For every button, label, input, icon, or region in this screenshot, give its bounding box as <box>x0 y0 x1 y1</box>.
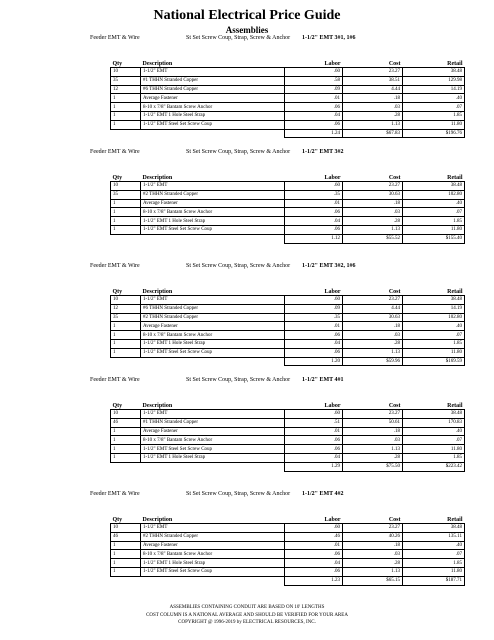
cell-labor: .04 <box>285 339 343 348</box>
cell-description: #2 THHN Stranded Copper <box>141 532 285 541</box>
cell-labor: .46 <box>285 532 343 541</box>
cell-cost: 1.13 <box>343 348 403 357</box>
cell-description: 1-1/2" EMT <box>141 182 285 191</box>
cell-qty: 1 <box>111 559 141 568</box>
table-row <box>111 550 465 559</box>
total-spacer <box>141 129 285 138</box>
assembly-code: 1-1/2" EMT 3#2 <box>302 149 344 155</box>
cell-description: 1-1/2" EMT 1 Hole Steel Strap <box>141 559 285 568</box>
cell-qty: 10 <box>111 68 141 77</box>
table-row <box>111 427 465 436</box>
cell-description: #6 THHN Stranded Copper <box>141 85 285 94</box>
cell-qty: 10 <box>111 296 141 305</box>
col-header-labor: Labor <box>324 403 341 409</box>
total-row <box>111 357 465 366</box>
cell-labor: .04 <box>285 559 343 568</box>
cell-description: 1-1/2" EMT Steel Set Screw Coup <box>141 120 285 129</box>
cell-retail: .40 <box>403 541 465 550</box>
cell-cost: .28 <box>343 559 403 568</box>
table-row <box>111 103 465 112</box>
assembly-header <box>90 34 494 58</box>
assembly-table <box>110 286 465 366</box>
cell-labor: .58 <box>285 76 343 85</box>
table-row <box>111 453 465 462</box>
table-row <box>111 532 465 541</box>
assembly-header <box>90 376 494 400</box>
total-spacer <box>111 462 141 471</box>
cell-labor: .06 <box>285 445 343 454</box>
total-spacer <box>111 234 141 243</box>
col-header-cost: Cost <box>388 289 401 295</box>
cell-retail: 1.85 <box>403 453 465 462</box>
table-row <box>111 331 465 340</box>
assembly-category: Feeder EMT & Wire <box>90 35 140 41</box>
cell-description: 8-10 x 7/8" Bantam Screw Anchor <box>141 436 285 445</box>
cell-labor: .06 <box>285 208 343 217</box>
cell-cost: 4.44 <box>343 304 403 313</box>
total-cost: $59.96 <box>343 357 403 366</box>
cell-description: 1-1/2" EMT <box>141 68 285 77</box>
cell-labor: .60 <box>285 524 343 533</box>
assembly-table <box>110 172 465 244</box>
table-row <box>111 68 465 77</box>
assembly-section <box>90 490 494 586</box>
cell-retail: 1.85 <box>403 559 465 568</box>
cell-cost: .28 <box>343 111 403 120</box>
table-row <box>111 208 465 217</box>
table-row <box>111 190 465 199</box>
cell-retail: 38.48 <box>403 296 465 305</box>
cell-retail: 1.85 <box>403 111 465 120</box>
cell-labor: .06 <box>285 103 343 112</box>
cell-retail: 38.48 <box>403 410 465 419</box>
table-row <box>111 85 465 94</box>
cell-description: 8-10 x 7/8" Bantam Screw Anchor <box>141 208 285 217</box>
table-row <box>111 410 465 419</box>
cell-cost: 50.61 <box>343 418 403 427</box>
table-row <box>111 217 465 226</box>
cell-retail: .40 <box>403 427 465 436</box>
total-spacer <box>141 234 285 243</box>
cell-cost: .18 <box>343 541 403 550</box>
cell-qty: 10 <box>111 410 141 419</box>
table-row <box>111 304 465 313</box>
col-header-retail: Retail <box>447 61 463 67</box>
cell-cost: .18 <box>343 427 403 436</box>
cell-retail: 11.80 <box>403 348 465 357</box>
total-spacer <box>141 576 285 585</box>
total-retail: $187.71 <box>403 576 465 585</box>
cell-qty: 1 <box>111 331 141 340</box>
total-retail: $223.42 <box>403 462 465 471</box>
cell-cost: 4.44 <box>343 85 403 94</box>
total-retail: $155.40 <box>403 234 465 243</box>
col-header-description: Description <box>142 517 173 523</box>
cell-labor: .06 <box>285 331 343 340</box>
cell-labor: .60 <box>285 68 343 77</box>
footer-line-cost: COST COLUMN IS A NATIONAL AVERAGE AND SHOULD BE VERIFIED FOR YOUR AREA <box>146 612 348 618</box>
cell-labor: .60 <box>285 182 343 191</box>
table-header-row <box>111 172 465 182</box>
assembly-category: Feeder EMT & Wire <box>90 377 140 383</box>
cell-retail: 38.48 <box>403 182 465 191</box>
cell-labor: .60 <box>285 296 343 305</box>
cell-qty: 1 <box>111 453 141 462</box>
cell-retail: .40 <box>403 322 465 331</box>
cell-cost: .28 <box>343 339 403 348</box>
table-row <box>111 322 465 331</box>
cell-retail: 170.83 <box>403 418 465 427</box>
table-row <box>111 559 465 568</box>
assembly-code: 1-1/2" EMT 3#1, 1#6 <box>302 35 356 41</box>
cell-cost: 40.26 <box>343 532 403 541</box>
cell-description: 1-1/2" EMT Steel Set Screw Coup <box>141 567 285 576</box>
col-header-description: Description <box>142 403 173 409</box>
col-header-description: Description <box>142 61 173 67</box>
cell-description: 1-1/2" EMT <box>141 524 285 533</box>
cell-qty: 1 <box>111 567 141 576</box>
cell-retail: .07 <box>403 436 465 445</box>
cell-cost: .28 <box>343 217 403 226</box>
cell-cost: .03 <box>343 550 403 559</box>
cell-qty: 1 <box>111 94 141 103</box>
cell-cost: .03 <box>343 103 403 112</box>
total-spacer <box>111 576 141 585</box>
total-spacer <box>141 357 285 366</box>
assembly-category: Feeder EMT & Wire <box>90 491 140 497</box>
table-row <box>111 348 465 357</box>
cell-description: 1-1/2" EMT 1 Hole Steel Strap <box>141 339 285 348</box>
total-labor: 1.20 <box>285 357 343 366</box>
table-row <box>111 524 465 533</box>
cell-labor: .06 <box>285 348 343 357</box>
cell-cost: 23.27 <box>343 68 403 77</box>
cell-labor: .01 <box>285 541 343 550</box>
cell-retail: .40 <box>403 199 465 208</box>
cell-description: 1-1/2" EMT Steel Set Screw Coup <box>141 225 285 234</box>
cell-description: Average Fastener <box>141 541 285 550</box>
table-row <box>111 199 465 208</box>
cell-qty: 1 <box>111 225 141 234</box>
table-row <box>111 225 465 234</box>
col-header-retail: Retail <box>447 175 463 181</box>
table-row <box>111 76 465 85</box>
assembly-description: St Set Screw Coup, Strap, Screw & Anchor <box>186 263 291 269</box>
table-row <box>111 339 465 348</box>
cell-retail: 14.19 <box>403 304 465 313</box>
cell-retail: .07 <box>403 208 465 217</box>
total-spacer <box>141 462 285 471</box>
cell-cost: 23.27 <box>343 410 403 419</box>
assembly-section <box>90 262 494 366</box>
cell-labor: .01 <box>285 94 343 103</box>
cell-labor: .09 <box>285 85 343 94</box>
cell-cost: 23.27 <box>343 182 403 191</box>
cell-retail: 11.80 <box>403 120 465 129</box>
total-row <box>111 234 465 243</box>
cell-qty: 10 <box>111 524 141 533</box>
cell-retail: 11.80 <box>403 567 465 576</box>
assembly-table <box>110 58 465 138</box>
cell-cost: .03 <box>343 208 403 217</box>
cell-qty: 46 <box>111 532 141 541</box>
col-header-cost: Cost <box>388 175 401 181</box>
assembly-code: 1-1/2" EMT 4#1 <box>302 377 344 383</box>
col-header-labor: Labor <box>324 517 341 523</box>
total-labor: 1.12 <box>285 234 343 243</box>
total-cost: $67.83 <box>343 129 403 138</box>
col-header-labor: Labor <box>324 61 341 67</box>
cell-cost: 1.13 <box>343 567 403 576</box>
cell-retail: 135.11 <box>403 532 465 541</box>
col-header-qty: Qty <box>112 403 123 409</box>
cell-description: 1-1/2" EMT 1 Hole Steel Strap <box>141 453 285 462</box>
cell-description: Average Fastener <box>141 322 285 331</box>
total-labor: 1.24 <box>285 129 343 138</box>
table-header-row <box>111 514 465 524</box>
cell-cost: 38.51 <box>343 76 403 85</box>
cell-cost: 1.13 <box>343 120 403 129</box>
table-row <box>111 182 465 191</box>
cell-qty: 1 <box>111 550 141 559</box>
cell-description: Average Fastener <box>141 427 285 436</box>
cell-description: 1-1/2" EMT 1 Hole Steel Strap <box>141 111 285 120</box>
cell-description: 1-1/2" EMT Steel Set Screw Coup <box>141 445 285 454</box>
cell-retail: 11.80 <box>403 445 465 454</box>
assembly-header <box>90 262 494 286</box>
assembly-section <box>90 34 494 138</box>
col-header-labor: Labor <box>324 289 341 295</box>
page-title: National Electrical Price Guide <box>153 8 341 23</box>
table-row <box>111 445 465 454</box>
total-labor: 1.29 <box>285 462 343 471</box>
cell-cost: .18 <box>343 322 403 331</box>
cell-retail: 38.48 <box>403 68 465 77</box>
assembly-code: 1-1/2" EMT 4#2 <box>302 491 344 497</box>
total-row <box>111 462 465 471</box>
cell-qty: 46 <box>111 418 141 427</box>
cell-retail: 1.85 <box>403 217 465 226</box>
total-cost: $75.50 <box>343 462 403 471</box>
cell-labor: .51 <box>285 418 343 427</box>
cell-labor: .06 <box>285 436 343 445</box>
cell-description: #1 THHN Stranded Copper <box>141 76 285 85</box>
cell-qty: 12 <box>111 304 141 313</box>
cell-cost: .18 <box>343 94 403 103</box>
footer-line-copyright: COPYRIGHT @ 1996-2019 by ELECTRICAL RESOURCES, INC. <box>178 620 316 625</box>
cell-cost: .18 <box>343 199 403 208</box>
assembly-code: 1-1/2" EMT 3#2, 1#6 <box>302 263 356 269</box>
cell-qty: 1 <box>111 445 141 454</box>
col-header-retail: Retail <box>447 289 463 295</box>
col-header-qty: Qty <box>112 61 123 67</box>
table-row <box>111 111 465 120</box>
cell-description: #2 THHN Stranded Copper <box>141 190 285 199</box>
total-retail: $169.59 <box>403 357 465 366</box>
cell-labor: .01 <box>285 322 343 331</box>
col-header-qty: Qty <box>112 517 123 523</box>
cell-retail: 102.80 <box>403 313 465 322</box>
cell-labor: .04 <box>285 217 343 226</box>
cell-labor: .06 <box>285 120 343 129</box>
total-spacer <box>111 357 141 366</box>
table-header-row <box>111 58 465 68</box>
cell-retail: 14.19 <box>403 85 465 94</box>
cell-labor: .06 <box>285 225 343 234</box>
cell-description: #2 THHN Stranded Copper <box>141 313 285 322</box>
assembly-table <box>110 400 465 472</box>
cell-qty: 1 <box>111 208 141 217</box>
cell-qty: 1 <box>111 339 141 348</box>
col-header-retail: Retail <box>447 517 463 523</box>
cell-qty: 12 <box>111 85 141 94</box>
total-retail: $196.76 <box>403 129 465 138</box>
cell-qty: 1 <box>111 199 141 208</box>
table-row <box>111 541 465 550</box>
total-cost: $65.15 <box>343 576 403 585</box>
col-header-description: Description <box>142 289 173 295</box>
cell-qty: 35 <box>111 190 141 199</box>
cell-qty: 1 <box>111 436 141 445</box>
total-row <box>111 129 465 138</box>
cell-qty: 1 <box>111 541 141 550</box>
cell-qty: 1 <box>111 427 141 436</box>
cell-qty: 1 <box>111 322 141 331</box>
table-row <box>111 296 465 305</box>
cell-cost: 30.63 <box>343 313 403 322</box>
cell-retail: 38.48 <box>403 524 465 533</box>
cell-labor: .60 <box>285 410 343 419</box>
col-header-cost: Cost <box>388 517 401 523</box>
col-header-description: Description <box>142 175 173 181</box>
cell-labor: .35 <box>285 190 343 199</box>
cell-cost: .28 <box>343 453 403 462</box>
cell-description: 1-1/2" EMT <box>141 410 285 419</box>
cell-description: Average Fastener <box>141 199 285 208</box>
total-cost: $55.52 <box>343 234 403 243</box>
cell-qty: 10 <box>111 182 141 191</box>
cell-qty: 35 <box>111 76 141 85</box>
assembly-description: St Set Screw Coup, Strap, Screw & Anchor <box>186 35 291 41</box>
table-row <box>111 94 465 103</box>
assembly-header <box>90 490 494 514</box>
cell-retail: .40 <box>403 94 465 103</box>
table-row <box>111 567 465 576</box>
table-row <box>111 120 465 129</box>
cell-labor: .06 <box>285 567 343 576</box>
cell-labor: .09 <box>285 304 343 313</box>
table-header-row <box>111 400 465 410</box>
cell-description: 1-1/2" EMT <box>141 296 285 305</box>
cell-retail: .07 <box>403 550 465 559</box>
cell-qty: 1 <box>111 120 141 129</box>
cell-retail: 11.80 <box>403 225 465 234</box>
cell-cost: .03 <box>343 331 403 340</box>
table-header-row <box>111 286 465 296</box>
cell-qty: 1 <box>111 103 141 112</box>
cell-description: #1 THHN Stranded Copper <box>141 418 285 427</box>
assembly-category: Feeder EMT & Wire <box>90 149 140 155</box>
cell-description: #6 THHN Stranded Copper <box>141 304 285 313</box>
col-header-cost: Cost <box>388 403 401 409</box>
cell-cost: 1.13 <box>343 225 403 234</box>
assembly-header <box>90 148 494 172</box>
cell-description: 1-1/2" EMT 1 Hole Steel Strap <box>141 217 285 226</box>
assembly-description: St Set Screw Coup, Strap, Screw & Anchor <box>186 149 291 155</box>
cell-description: 8-10 x 7/8" Bantam Screw Anchor <box>141 550 285 559</box>
cell-description: 1-1/2" EMT Steel Set Screw Coup <box>141 348 285 357</box>
cell-qty: 1 <box>111 111 141 120</box>
total-spacer <box>111 129 141 138</box>
cell-retail: .07 <box>403 331 465 340</box>
cell-cost: 30.63 <box>343 190 403 199</box>
col-header-qty: Qty <box>112 175 123 181</box>
assembly-section <box>90 148 494 244</box>
cell-description: 8-10 x 7/8" Bantam Screw Anchor <box>141 331 285 340</box>
assembly-description: St Set Screw Coup, Strap, Screw & Anchor <box>186 491 291 497</box>
table-row <box>111 436 465 445</box>
cell-retail: .07 <box>403 103 465 112</box>
cell-retail: 1.85 <box>403 339 465 348</box>
page-subtitle: Assemblies <box>225 25 269 35</box>
table-row <box>111 418 465 427</box>
cell-description: 8-10 x 7/8" Bantam Screw Anchor <box>141 103 285 112</box>
footer-line-conduit: ASSEMBLIES CONTAINING CONDUIT ARE BASED ON 10' LENGTHS <box>169 605 325 610</box>
total-row <box>111 576 465 585</box>
cell-labor: .35 <box>285 313 343 322</box>
cell-labor: .04 <box>285 453 343 462</box>
assembly-section <box>90 376 494 472</box>
cell-labor: .04 <box>285 111 343 120</box>
cell-labor: .06 <box>285 550 343 559</box>
col-header-labor: Labor <box>324 175 341 181</box>
cell-cost: 1.13 <box>343 445 403 454</box>
cell-retail: 129.98 <box>403 76 465 85</box>
assembly-description: St Set Screw Coup, Strap, Screw & Anchor <box>186 377 291 383</box>
cell-qty: 1 <box>111 217 141 226</box>
col-header-cost: Cost <box>388 61 401 67</box>
cell-qty: 1 <box>111 348 141 357</box>
cell-cost: 23.27 <box>343 524 403 533</box>
col-header-retail: Retail <box>447 403 463 409</box>
total-labor: 1.23 <box>285 576 343 585</box>
col-header-qty: Qty <box>112 289 123 295</box>
assembly-category: Feeder EMT & Wire <box>90 263 140 269</box>
assembly-table <box>110 514 465 586</box>
table-row <box>111 313 465 322</box>
footer <box>0 604 494 627</box>
cell-cost: .03 <box>343 436 403 445</box>
cell-description: Average Fastener <box>141 94 285 103</box>
cell-qty: 35 <box>111 313 141 322</box>
cell-labor: .01 <box>285 199 343 208</box>
cell-cost: 23.27 <box>343 296 403 305</box>
cell-retail: 102.80 <box>403 190 465 199</box>
cell-labor: .01 <box>285 427 343 436</box>
